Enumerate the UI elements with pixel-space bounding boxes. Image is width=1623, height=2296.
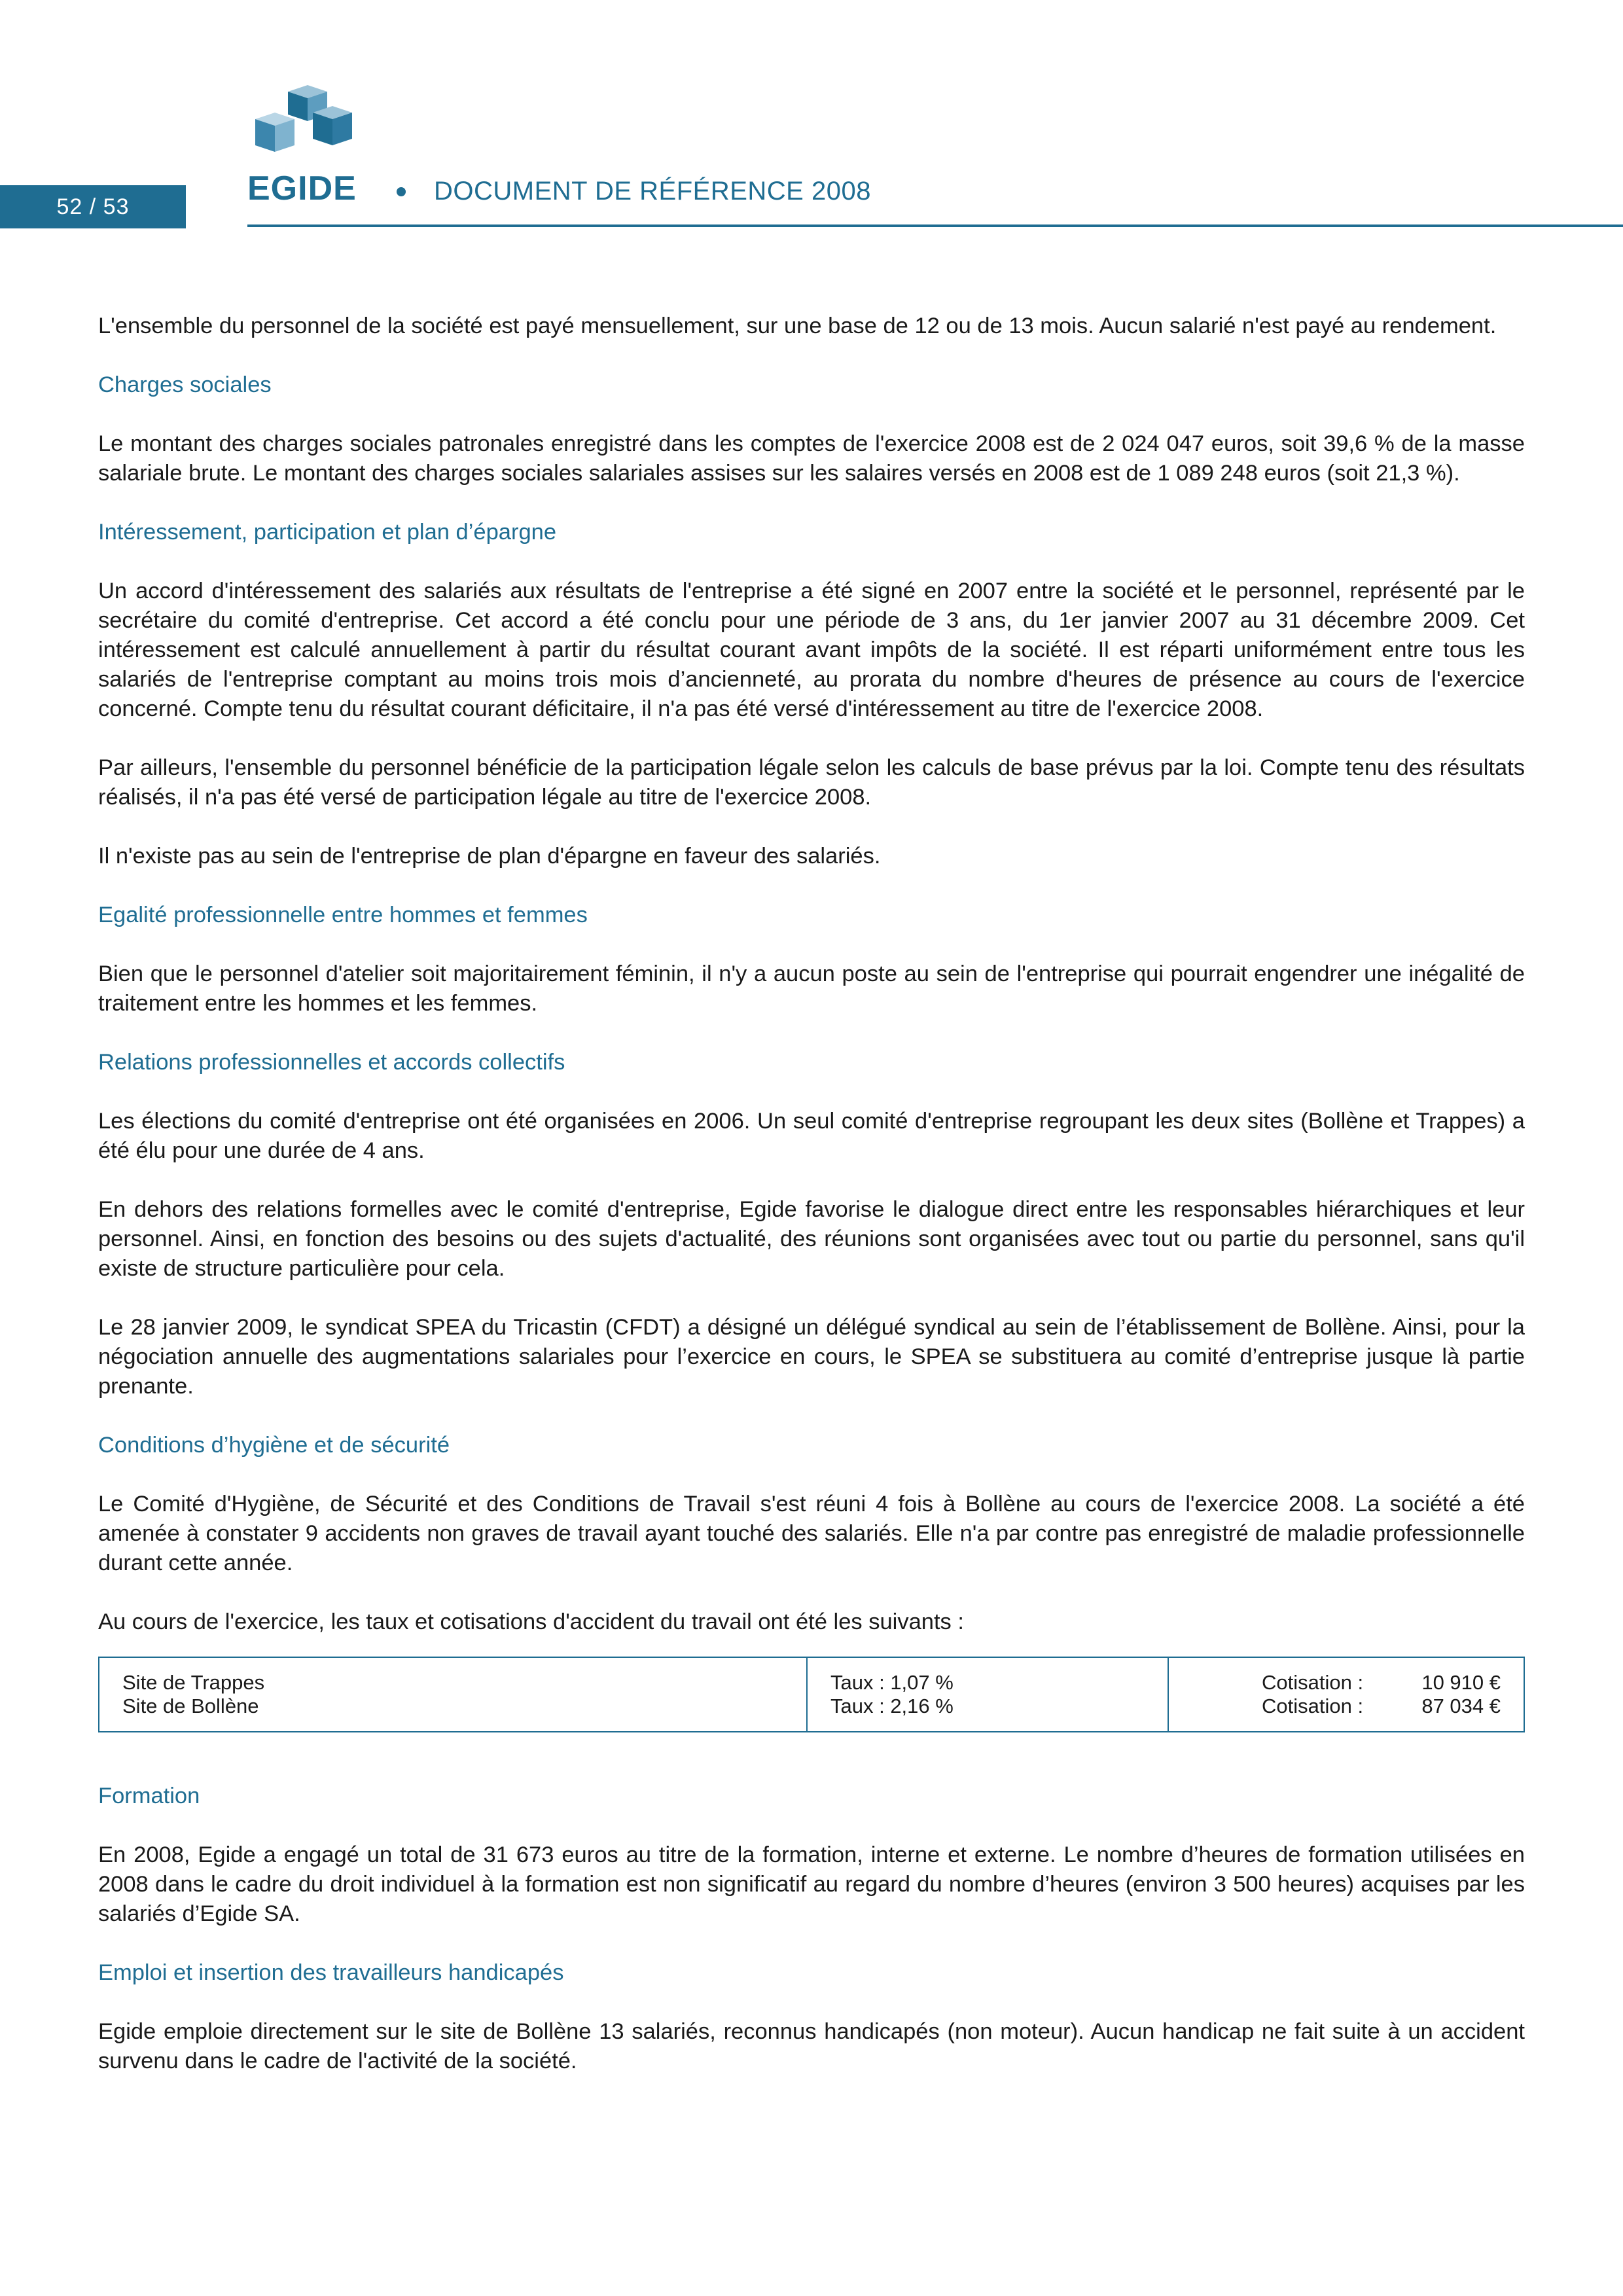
cotisation-label: Cotisation : — [1262, 1695, 1364, 1717]
relations-paragraph-2: En dehors des relations formelles avec le comité d'entreprise, Egide favorise le dialogue direct entre les responsables hiérarchiques et leur personnel. Ainsi, en fonction des besoins ou des sujets d'actualité, des réunions sont organisées avec tout ou partie du personnel, sans qu'il existe de structure particulière pour cela. — [98, 1197, 1525, 1281]
heading-interessement: Intéressement, participation et plan d’épargne — [98, 520, 557, 545]
site-bollene: Site de Bollène — [122, 1695, 259, 1717]
hygiene-paragraph-1: Le Comité d'Hygiène, de Sécurité et des Conditions de Travail s'est réuni 4 fois à Bollène au cours de l'exercice 2008. La société a été amenée à constater 9 accidents non graves de travail ayant touché des salariés. Elle n'a par contre pas enregistré de maladie professionnelle durant cette année. — [98, 1492, 1525, 1575]
relations-paragraph-1: Les élections du comité d'entreprise ont été organisées en 2006. Un seul comité d'entreprise regroupant les deux sites (Bollène et Trappes) a été élu pour une durée de 4 ans. — [98, 1109, 1525, 1163]
charges-paragraph: Le montant des charges sociales patronales enregistré dans les comptes de l'exercice 2008 est de 2 024 047 euros, soit 39,6 % de la masse salariale brute. Le montant des charges sociales salariales assises sur les salaires versés en 2008 est de 1 089 248 euros (soit 21,3 %). — [98, 431, 1525, 486]
heading-emploi: Emploi et insertion des travailleurs handicapés — [98, 1960, 564, 1985]
sites-cell — [99, 1657, 807, 1732]
svg-text:EGIDE: EGIDE — [247, 170, 357, 206]
document-title: DOCUMENT DE RÉFÉRENCE 2008 — [434, 177, 871, 206]
egide-logo — [247, 85, 365, 206]
formation-paragraph: En 2008, Egide a engagé un total de 31 673 euros au titre de la formation, interne et externe. Le nombre d’heures de formation utilisées en 2008 dans le cadre du droit individuel à la formation est non significatif au regard du nombre d’heures (environ 3 500 heures) acquises par les salariés d’Egide SA. — [98, 1842, 1525, 1926]
heading-egalite: Egalité professionnelle entre hommes et femmes — [98, 903, 588, 927]
heading-formation: Formation — [98, 1784, 200, 1808]
interessement-paragraph-3: Il n'existe pas au sein de l'entreprise de plan d'épargne en faveur des salariés. — [98, 844, 881, 869]
egide-logo-graphic — [247, 85, 365, 206]
cotisation-trappes: 10 910 € — [1421, 1671, 1501, 1694]
hygiene-paragraph-2: Au cours de l'exercice, les taux et cotisations d'accident du travail ont été les suivants : — [98, 1609, 964, 1634]
taux-cell — [807, 1657, 1168, 1732]
accident-rates-table — [98, 1657, 1525, 1732]
relations-paragraph-3: Le 28 janvier 2009, le syndicat SPEA du Tricastin (CFDT) a désigné un délégué syndical au sein de l’établissement de Bollène. Ainsi, pour la négociation annuelle des augmentations salariales pour l’exercice en cours, le SPEA se substituera au comité d’entreprise jusque là partie prenante. — [98, 1315, 1525, 1399]
page-separator: / — [89, 194, 97, 219]
heading-charges-sociales: Charges sociales — [98, 372, 272, 397]
interessement-paragraph-1: Un accord d'intéressement des salariés aux résultats de l'entreprise a été signé en 2007 entre la société et le personnel, représenté par le secrétaire du comité d'entreprise. Cet accord a été conclu pour une période de 3 ans, du 1er janvier 2007 au 31 décembre 2009. Cet intéressement est calculé annuellement à partir du résultat courant avant impôts de la société. Il est réparti uniformément entre tous les salariés de l'entreprise comptant au moins trois mois d’ancienneté, au prorata du nombre d'heures de présence au cours de l'exercice concerné. Compte tenu du résultat courant déficitaire, il n'a pas été versé d'intéressement au titre de l'exercice 2008. — [98, 579, 1525, 721]
page-total: 53 — [103, 194, 130, 219]
table-row — [99, 1657, 1524, 1732]
egalite-paragraph: Bien que le personnel d'atelier soit majoritairement féminin, il n'y a aucun poste au sein de l'entreprise qui pourrait engendrer une inégalité de traitement entre les hommes et les femmes. — [98, 961, 1525, 1016]
cotisation-bollene: 87 034 € — [1421, 1695, 1501, 1717]
emploi-paragraph: Egide emploie directement sur le site de Bollène 13 salariés, reconnus handicapés (non moteur). Aucun handicap ne fait suite à un accident survenu dans le cadre de l'activité de la société. — [98, 2019, 1525, 2073]
cotisation-trappes-line — [1192, 1671, 1501, 1695]
cotisation-cell — [1168, 1657, 1524, 1732]
cotisation-bollene-line — [1192, 1695, 1501, 1718]
interessement-paragraph-2: Par ailleurs, l'ensemble du personnel bénéficie de la participation légale selon les calculs de base prévus par la loi. Compte tenu des résultats réalisés, il n'a pas été versé de participation légale au titre de l'exercice 2008. — [98, 755, 1525, 810]
header-bullet — [397, 187, 406, 196]
page-number-badge — [0, 185, 186, 228]
intro-paragraph: L'ensemble du personnel de la société est payé mensuellement, sur une base de 12 ou de 13 mois. Aucun salarié n'est payé au rendement. — [98, 314, 1497, 338]
page-current: 52 — [56, 194, 83, 219]
taux-bollene: Taux : 2,16 % — [830, 1695, 954, 1717]
site-trappes: Site de Trappes — [122, 1671, 265, 1694]
heading-relations: Relations professionnelles et accords collectifs — [98, 1050, 565, 1075]
heading-hygiene: Conditions d’hygiène et de sécurité — [98, 1433, 450, 1458]
document-body — [98, 312, 1525, 2106]
taux-trappes: Taux : 1,07 % — [830, 1671, 954, 1694]
cotisation-label: Cotisation : — [1262, 1671, 1364, 1694]
header-divider — [247, 224, 1623, 227]
